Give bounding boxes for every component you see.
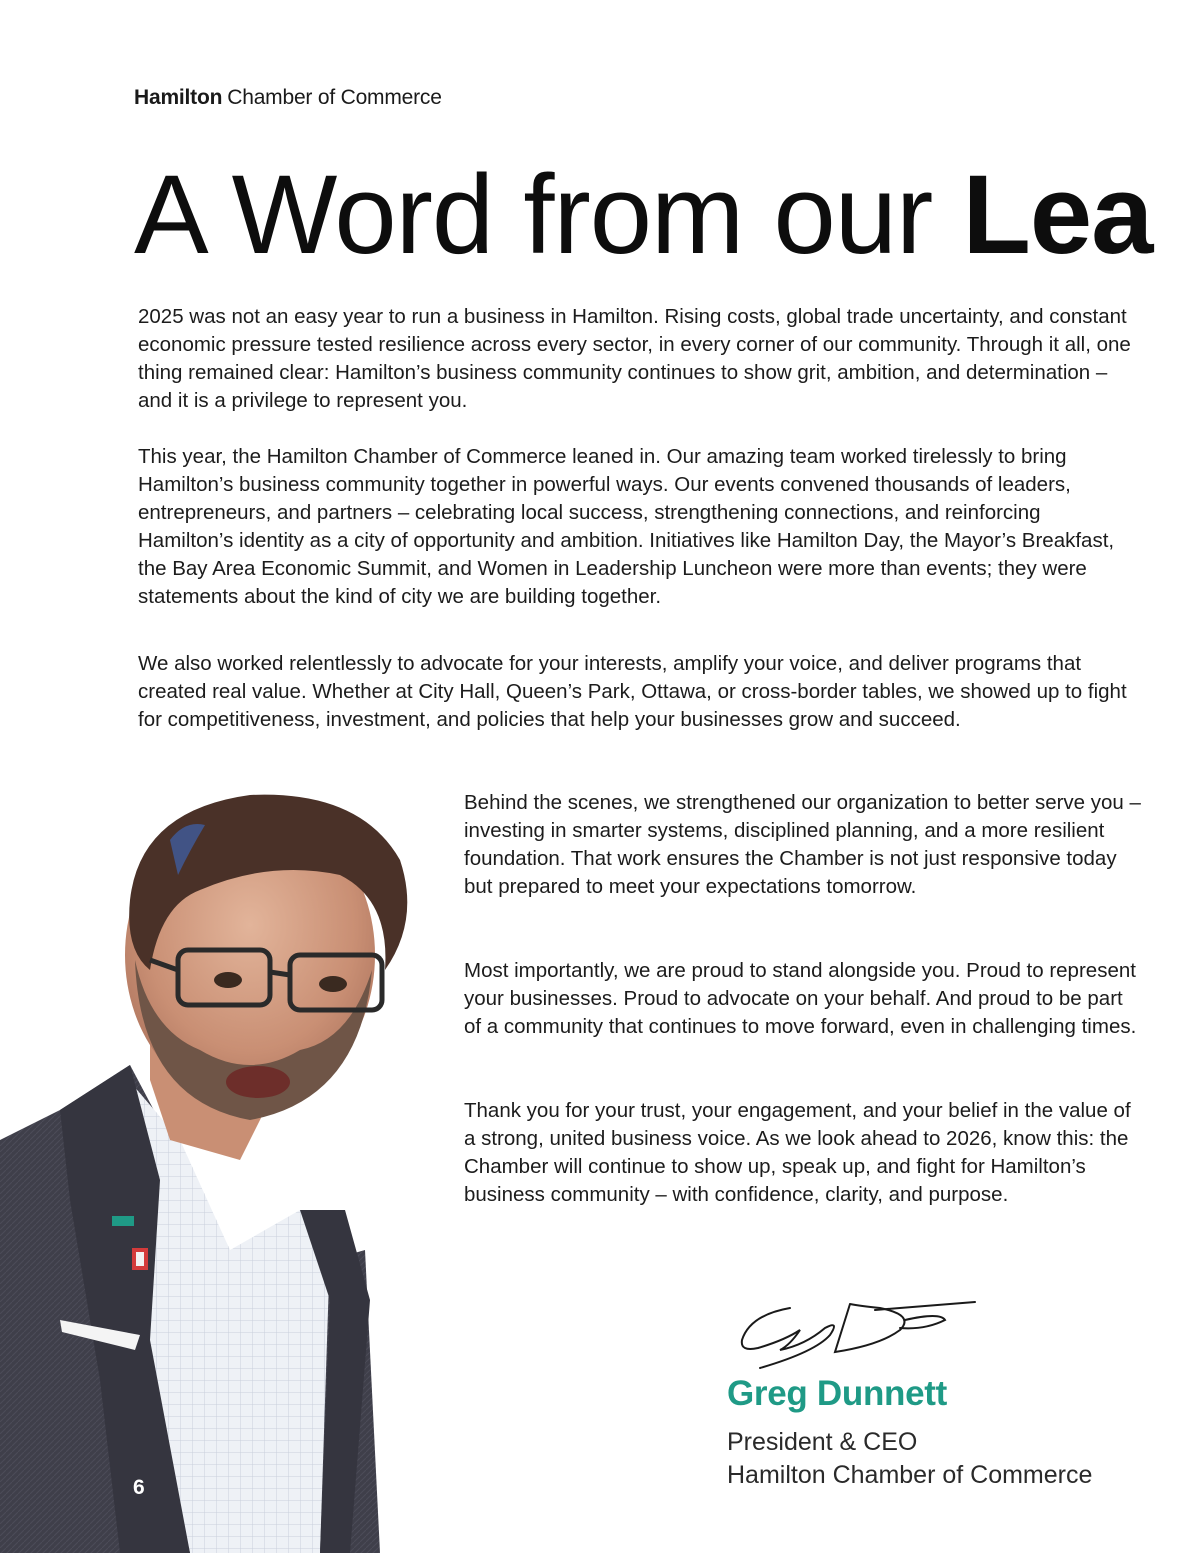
page-title (134, 150, 1152, 280)
paragraph-6: Thank you for your trust, your engagement, and your belief in the value of a strong, united business voice. As we look ahead to 2026, know this: the Chamber will continue to show up, speak up, and fight for Hamilton’s business community – with confidence, clarity, and purpose. (464, 1099, 1131, 1206)
brand-name: Hamilton (134, 86, 223, 109)
page-number: 6 (133, 1476, 145, 1499)
paragraph-5: Most importantly, we are proud to stand alongside you. Proud to represent your businesses. Proud to advocate on your behalf. And proud to be part of a community that continues to move forward, even in challenging times. (464, 959, 1137, 1038)
signer-organization: Hamilton Chamber of Commerce (727, 1461, 1093, 1489)
page-title-light: A Word from our (134, 152, 963, 277)
signer-name: Greg Dunnett (727, 1374, 948, 1413)
paragraph-2: This year, the Hamilton Chamber of Commerce leaned in. Our amazing team worked tirelessly to bring Hamilton’s business community together in powerful ways. Our events convened thousands of leaders, entrepreneurs, and partners – celebrating local success, strengthening connections, and reinforcing Hamilton’s identity as a city of opportunity and ambition. Initiatives like Hamilton Day, the Mayor’s Breakfast, the Bay Area Economic Summit, and Women in Leadership Luncheon were more than events; they were statements about the kind of city we are building together. (138, 445, 1115, 608)
paragraph-1: 2025 was not an easy year to run a business in Hamilton. Rising costs, global trade uncertainty, and constant economic pressure tested resilience across every sector, in every corner of our community. Through it all, one thing remained clear: Hamilton’s business community continues to show grit, ambition, and determination – and it is a privilege to represent you. (138, 305, 1131, 412)
signer-title: President & CEO (727, 1428, 918, 1456)
paragraph-3: We also worked relentlessly to advocate for your interests, amplify your voice, and deliver programs that created real value. Whether at City Hall, Queen’s Park, Ottawa, or cross-border tables, we showed up to fight for competitiveness, investment, and policies that help your businesses grow and succeed. (138, 652, 1127, 731)
brand-subtitle: Chamber of Commerce (227, 86, 442, 109)
portrait-photo (0, 780, 440, 1553)
brand-header (134, 86, 442, 110)
page-title-bold: Lea (962, 152, 1153, 277)
paragraph-4: Behind the scenes, we strengthened our organization to better serve you – investing in smarter systems, disciplined planning, and a more resilient foundation. That work ensures the Chamber is not just responsive today but prepared to meet your expectations tomorrow. (464, 791, 1141, 898)
handwritten-signature (730, 1290, 990, 1380)
